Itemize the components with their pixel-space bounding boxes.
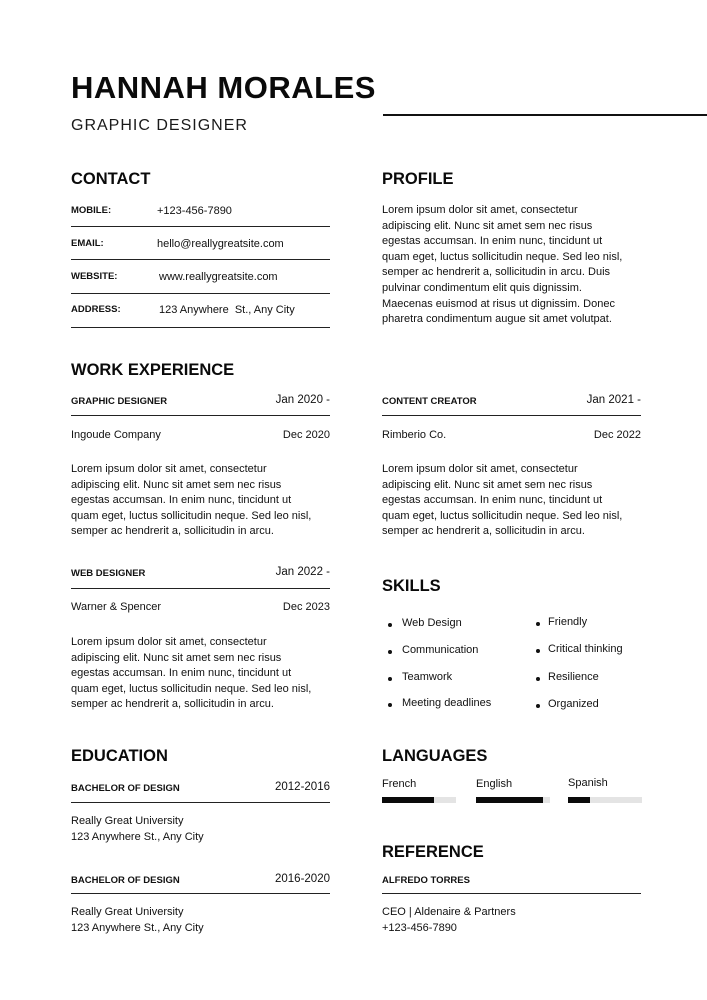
reference-name: ALFREDO TORRES (382, 875, 470, 886)
job-description (71, 635, 311, 713)
job-description-line: Lorem ipsum dolor sit amet, consectetur (71, 463, 267, 475)
job-company: Warner & Spencer (71, 601, 162, 613)
job-description-line: adipiscing elit. Nunc sit amet sem nec risus (382, 478, 593, 491)
school-name: Really Great University (71, 815, 184, 827)
contact-divider (71, 259, 330, 260)
skill-item: Friendly (548, 616, 588, 628)
bullet-icon (536, 677, 540, 681)
job-end-date: Dec 2022 (593, 429, 641, 441)
job-end-date: Dec 2023 (282, 601, 330, 613)
job-description-line: adipiscing elit. Nunc sit amet sem nec risus (71, 651, 282, 664)
bullet-icon (388, 623, 392, 627)
job-company: Ingoude Company (71, 429, 161, 441)
job-description-line: adipiscing elit. Nunc sit amet sem nec risus (71, 478, 282, 491)
degree-years: 2016-2020 (275, 873, 330, 885)
reference-divider (382, 893, 641, 894)
language-name: French (382, 778, 417, 790)
language-level-fill (382, 797, 434, 803)
degree-years: 2012-2016 (275, 781, 330, 793)
degree-title: BACHELOR OF DESIGN (71, 875, 180, 886)
job-description-line: quam eget, luctus sollicitudin neque. Sed leo nisl, (382, 509, 623, 522)
job-end-date: Dec 2020 (282, 429, 330, 441)
reference-phone: +123-456-7890 (382, 922, 457, 934)
skill-item: Meeting deadlines (402, 697, 492, 709)
skill-item: Communication (402, 644, 479, 656)
contact-heading: CONTACT (71, 170, 151, 188)
profile-line: Maecenas euismod at risus ut dignissim. Donec (382, 297, 615, 310)
job-start-date: Jan 2022 - (275, 566, 330, 578)
job-company: Rimberio Co. (382, 429, 447, 441)
job-description-line: semper ac hendrerit a, sollicitudin in arcu. (71, 698, 274, 711)
profile-line: egestas accumsan. In enim nunc, tincidunt ut (382, 235, 603, 248)
contact-divider (71, 226, 330, 227)
bullet-icon (388, 677, 392, 681)
skill-item: Teamwork (402, 671, 453, 683)
language-level-bar (568, 797, 642, 803)
language-level-bar (382, 797, 456, 803)
contact-website-label: WEBSITE: (71, 271, 118, 282)
job-description (71, 462, 311, 540)
profile-text (382, 203, 622, 328)
skill-item: Web Design (402, 617, 462, 629)
school-address: 123 Anywhere St., Any City (71, 831, 204, 843)
job-description-line: egestas accumsan. In enim nunc, tincidunt ut (382, 494, 603, 507)
education-divider (71, 802, 330, 803)
contact-divider (71, 293, 330, 294)
profile-line: pharetra condimentum augue sit amet volutpat. (382, 313, 612, 326)
bullet-icon (388, 703, 392, 707)
reference-heading: REFERENCE (382, 843, 484, 861)
work-experience-heading: WORK EXPERIENCE (71, 361, 235, 379)
job-description-line: egestas accumsan. In enim nunc, tincidunt ut (71, 667, 292, 680)
contact-website-value: www.reallygreatsite.com (159, 271, 278, 283)
contact-email-value: hello@reallygreatsite.com (157, 238, 284, 250)
school-name: Really Great University (71, 906, 184, 918)
job-description (382, 462, 622, 540)
contact-mobile-label: MOBILE: (71, 205, 112, 216)
job-title: GRAPHIC DESIGNER (71, 396, 168, 407)
skills-heading: SKILLS (382, 577, 441, 595)
profile-line: semper ac hendrerit a, sollicitudin in arcu. Duis (382, 266, 611, 279)
language-level-fill (476, 797, 543, 803)
skill-item: Resilience (548, 671, 599, 683)
skill-item: Critical thinking (548, 643, 623, 655)
job-title: WEB DESIGNER (71, 568, 146, 579)
header-divider (383, 114, 707, 116)
candidate-name: HANNAH MORALES (71, 70, 376, 105)
profile-line: pulvinar condimentum elit quis dignissim. (382, 281, 582, 294)
candidate-title: GRAPHIC DESIGNER (71, 117, 248, 134)
language-level-bar (476, 797, 550, 803)
job-description-line: egestas accumsan. In enim nunc, tincidunt ut (71, 494, 292, 507)
language-name: Spanish (568, 777, 608, 789)
job-description-line: Lorem ipsum dolor sit amet, consectetur (382, 463, 578, 475)
job-divider (71, 588, 330, 589)
bullet-icon (536, 704, 540, 708)
job-description-line: Lorem ipsum dolor sit amet, consectetur (71, 636, 267, 648)
job-start-date: Jan 2021 - (586, 394, 641, 406)
contact-address-label: ADDRESS: (71, 304, 121, 315)
profile-line: quam eget, luctus sollicitudin neque. Sed leo nisl, (382, 250, 623, 263)
language-name: English (476, 778, 513, 790)
job-description-line: semper ac hendrerit a, sollicitudin in arcu. (382, 525, 585, 538)
language-level-fill (568, 797, 590, 803)
bullet-icon (536, 649, 540, 653)
profile-line: adipiscing elit. Nunc sit amet sem nec risus (382, 219, 593, 232)
job-title: CONTENT CREATOR (382, 396, 477, 407)
job-divider (71, 415, 330, 416)
contact-mobile-value: +123-456-7890 (157, 205, 232, 217)
job-description-line: quam eget, luctus sollicitudin neque. Sed leo nisl, (71, 509, 312, 522)
profile-line: Lorem ipsum dolor sit amet, consectetur (382, 204, 578, 216)
job-description-line: semper ac hendrerit a, sollicitudin in arcu. (71, 525, 274, 538)
job-start-date: Jan 2020 - (275, 394, 330, 406)
education-heading: EDUCATION (71, 747, 168, 765)
job-divider (382, 415, 641, 416)
contact-address-value: 123 Anywhere St., Any City (159, 304, 295, 316)
languages-heading: LANGUAGES (382, 747, 488, 765)
contact-email-label: EMAIL: (71, 238, 104, 249)
job-description-line: quam eget, luctus sollicitudin neque. Sed leo nisl, (71, 682, 312, 695)
bullet-icon (536, 622, 540, 626)
skill-item: Organized (548, 698, 599, 710)
education-divider (71, 893, 330, 894)
degree-title: BACHELOR OF DESIGN (71, 783, 180, 794)
bullet-icon (388, 650, 392, 654)
profile-heading: PROFILE (382, 170, 454, 188)
school-address: 123 Anywhere St., Any City (71, 922, 204, 934)
reference-role: CEO | Aldenaire & Partners (382, 906, 516, 918)
contact-divider (71, 327, 330, 328)
